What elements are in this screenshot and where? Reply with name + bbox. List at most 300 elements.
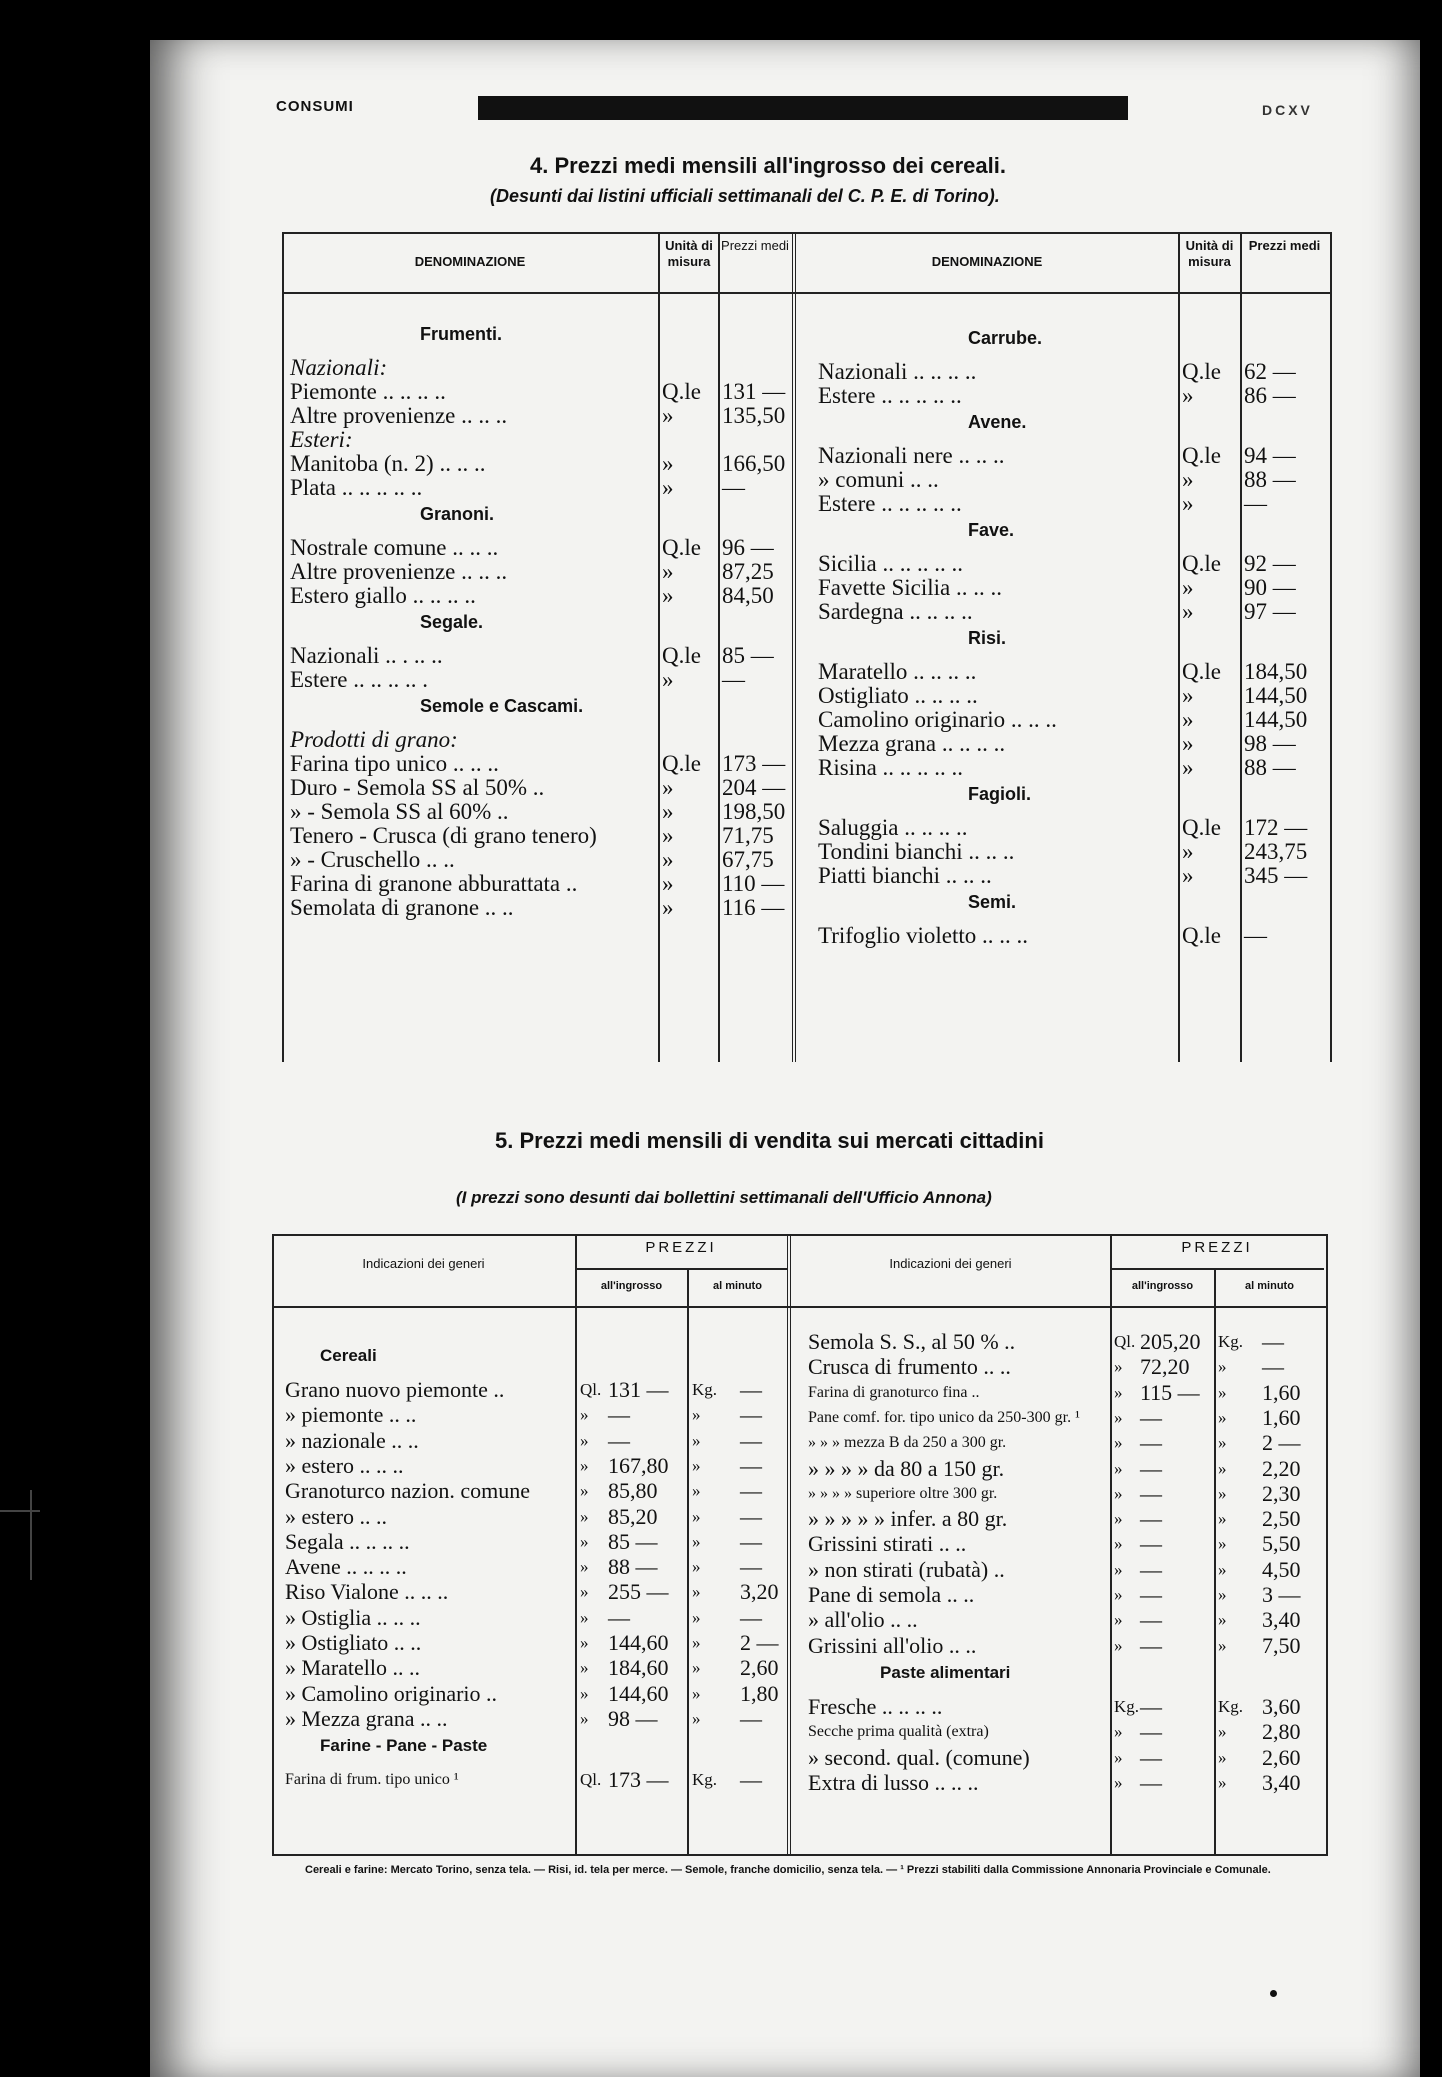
t4-row-price: 166,50 — [722, 451, 786, 476]
t5-col-rule — [687, 1268, 689, 1854]
t5-header-name: Indicazioni dei generi — [362, 1256, 485, 1271]
t4-row-name: Farina di granone abburattata .. — [290, 871, 578, 896]
t5-header-rule — [272, 1306, 1326, 1308]
t5-header-wholesale: all'ingrosso — [600, 1280, 663, 1292]
t5-row-unit: » — [1114, 1407, 1123, 1427]
t5-row-unit: » — [1114, 1357, 1123, 1377]
t4-header-name: DENOMINAZIONE — [414, 254, 526, 269]
t5-col-rule — [1110, 1234, 1112, 1854]
t5-row-retail: 2,50 — [1262, 1506, 1301, 1532]
t5-row-name: Farina di granoturco fina .. — [808, 1383, 980, 1401]
t5-row-retail: — — [740, 1427, 762, 1453]
t5-row-retail: 2 — — [1262, 1430, 1301, 1456]
t5-row-unit: » — [1114, 1458, 1123, 1478]
t4-row-name: » comuni .. .. — [818, 467, 939, 492]
t4-row-price: 184,50 — [1244, 659, 1308, 684]
t4-row-name: Nostrale comune .. .. .. — [290, 535, 499, 560]
t5-row-unit: » — [692, 1658, 701, 1678]
t5-row-unit: Kg. — [692, 1770, 718, 1790]
t5-row-retail: 1,60 — [1262, 1379, 1301, 1405]
t4-row-name: Plata .. .. .. .. .. — [290, 475, 423, 500]
t5-row-name: » nazionale .. .. — [285, 1427, 419, 1453]
t5-row-wholesale: — — [1140, 1531, 1162, 1557]
t5-col-rule — [575, 1234, 577, 1854]
t4-row-unit: » — [1182, 707, 1194, 732]
t5-subheader-rule — [575, 1268, 787, 1270]
t5-row-wholesale: — — [1140, 1582, 1162, 1607]
t5-row-wholesale: 255 — — [608, 1579, 669, 1605]
t5-row-retail: 2,20 — [1262, 1455, 1301, 1481]
t4-row-name: Trifoglio violetto .. .. .. — [818, 923, 1028, 948]
t5-row-unit: » — [580, 1708, 589, 1728]
t5-row-wholesale: 115 — — [1140, 1379, 1200, 1405]
t5-row-retail: 3,40 — [1262, 1769, 1301, 1795]
t5-row-retail: — — [740, 1503, 762, 1529]
t5-row-unit: » — [1114, 1433, 1123, 1453]
t4-row-name: Nazionali nere .. .. .. — [818, 443, 1005, 468]
t5-row-name: Pane comf. for. tipo unico da 250-300 gr. ¹ — [808, 1408, 1080, 1426]
t4-row-name: Sardegna .. .. .. .. — [818, 599, 973, 624]
t5-row-unit: Kg. — [1218, 1332, 1244, 1351]
t4-row-price: 67,75 — [722, 847, 774, 872]
t5-header-name: Indicazioni dei generi — [889, 1256, 1012, 1271]
t5-row-unit: Kg. — [1218, 1696, 1244, 1716]
t4-row-unit: » — [662, 583, 674, 608]
t5-row-unit: » — [692, 1430, 701, 1450]
t5-row-wholesale: 173 — — [608, 1767, 669, 1793]
t5-section-heading: Cereali — [320, 1346, 377, 1365]
table4-header-rule — [282, 292, 1330, 294]
t5-row-unit: Kg. — [692, 1380, 718, 1399]
t4-row-price: 85 — — [722, 643, 774, 668]
t5-row-name: » » » » » infer. a 80 gr. — [808, 1506, 1008, 1532]
t4-row-price: — — [722, 667, 745, 692]
t5-row-name: » Mezza grana .. .. — [285, 1705, 448, 1731]
t4-row-name: Tondini bianchi .. .. .. — [818, 839, 1015, 864]
t4-row-price: 96 — — [722, 535, 774, 560]
t5-row-retail: 1,80 — [740, 1680, 779, 1706]
t5-row-unit: » — [1114, 1382, 1123, 1402]
t5-row-wholesale: — — [608, 1402, 630, 1428]
t4-row-unit: » — [1182, 599, 1194, 624]
t4-row-unit: Q.le — [662, 643, 701, 668]
t4-row-price: 90 — — [1244, 575, 1296, 600]
t5-row-unit: » — [692, 1481, 701, 1501]
t4-section-heading: Frumenti. — [420, 324, 503, 344]
t4-row-unit: » — [662, 667, 674, 692]
t5-middle-rule — [787, 1234, 791, 1854]
t5-row-wholesale: — — [1140, 1480, 1162, 1506]
t4-subsection-heading: Nazionali: — [290, 355, 388, 380]
t5-row-unit: » — [1218, 1585, 1227, 1604]
t5-row-wholesale: — — [1140, 1607, 1162, 1633]
t4-row-price: 71,75 — [722, 823, 774, 848]
t5-row-retail: — — [740, 1452, 762, 1478]
t5-row-unit: Ql. — [580, 1770, 602, 1790]
t5-row-retail: 3,40 — [1262, 1607, 1301, 1633]
t4-row-name: Camolino originario .. .. .. — [818, 707, 1057, 732]
t4-row-price: 345 — — [1244, 863, 1308, 888]
t5-row-name: » piemonte .. .. — [285, 1402, 417, 1428]
t4-row-unit: Q.le — [662, 751, 701, 776]
t4-row-name: » - Cruschello .. .. — [290, 847, 455, 872]
scan-border — [0, 0, 1442, 20]
t4-row-name: Manitoba (n. 2) .. .. .. — [290, 451, 486, 476]
t4-row-price: 88 — — [1244, 467, 1296, 492]
t4-row-name: Piemonte .. .. .. .. — [290, 379, 446, 404]
t5-row-unit: » — [580, 1455, 589, 1475]
t5-row-unit: » — [1218, 1610, 1227, 1630]
t5-row-unit: » — [1114, 1559, 1123, 1579]
t4-row-name: Estere .. .. .. .. .. — [818, 491, 962, 516]
t5-header-wholesale: all'ingrosso — [1131, 1280, 1194, 1292]
t5-row-name: Fresche .. .. .. .. — [808, 1693, 943, 1719]
t5-row-name: » estero .. .. — [285, 1503, 388, 1529]
t5-subheader-rule — [1110, 1268, 1324, 1270]
t5-row-unit: » — [580, 1481, 589, 1501]
t4-header-name: DENOMINAZIONE — [931, 254, 1043, 269]
t5-row-unit: » — [692, 1531, 701, 1551]
t4-row-unit: » — [662, 847, 674, 872]
table4-col-rule — [718, 232, 720, 1062]
t5-row-unit: » — [692, 1708, 701, 1728]
t5-row-wholesale: 144,60 — [608, 1630, 669, 1655]
t5-row-name: Crusca di frumento .. .. — [808, 1354, 1011, 1380]
t4-row-unit: » — [662, 895, 674, 920]
t4-row-name: Estere .. .. .. .. .. — [818, 383, 962, 408]
t4-row-unit: » — [662, 451, 674, 476]
t5-row-wholesale: 85,80 — [608, 1478, 658, 1504]
t5-row-name: » non stirati (rubatà) .. — [808, 1556, 1005, 1582]
t4-row-name: Sicilia .. .. .. .. .. — [818, 551, 964, 576]
t5-row-name: Grissini stirati .. .. — [808, 1531, 967, 1557]
t4-row-price: 94 — — [1244, 443, 1296, 468]
t4-row-price: 86 — — [1244, 383, 1296, 408]
t4-row-price: 97 — — [1244, 599, 1296, 624]
table4-col-rule — [1178, 232, 1180, 1062]
t5-row-unit: » — [1218, 1534, 1227, 1554]
t5-row-name: Secche prima qualità (extra) — [808, 1723, 989, 1741]
t5-row-unit: » — [1114, 1585, 1123, 1604]
t4-row-unit: Q.le — [1182, 815, 1221, 840]
t5-header-prices: PREZZI — [1181, 1239, 1253, 1256]
table4-middle-rule — [792, 232, 796, 1062]
t4-row-unit: » — [662, 475, 674, 500]
t4-row-price: 84,50 — [722, 583, 774, 608]
t4-header-unit: Unità di misura — [665, 238, 713, 269]
t5-row-retail: — — [740, 1767, 762, 1793]
t5-row-wholesale: — — [1140, 1455, 1162, 1481]
t5-row-unit: » — [580, 1557, 589, 1577]
t4-row-unit: » — [662, 775, 674, 800]
t5-row-unit: » — [580, 1658, 589, 1678]
t4-section-heading: Semi. — [968, 892, 1017, 912]
t5-row-wholesale: — — [1140, 1430, 1162, 1456]
t4-row-price: 135,50 — [722, 403, 786, 428]
t4-row-name: Farina tipo unico .. .. .. — [290, 751, 499, 776]
t4-section-heading: Fave. — [968, 520, 1015, 540]
t5-row-unit: » — [1114, 1747, 1123, 1767]
t5-row-wholesale: 88 — — [608, 1554, 658, 1580]
t5-row-unit: » — [1114, 1722, 1123, 1742]
t4-row-price: 62 — — [1244, 359, 1296, 384]
t5-row-unit: » — [692, 1557, 701, 1577]
t5-row-unit: Ql. — [580, 1380, 602, 1399]
t4-row-price: 204 — — [722, 775, 786, 800]
t5-row-retail: — — [740, 1402, 762, 1428]
t5-row-retail: — — [740, 1478, 762, 1504]
t5-row-unit: » — [1114, 1635, 1123, 1655]
t5-row-wholesale: — — [1140, 1719, 1162, 1745]
t4-row-unit: » — [1182, 467, 1194, 492]
t4-row-name: Tenero - Crusca (di grano tenero) — [290, 823, 597, 848]
t5-row-unit: » — [692, 1405, 701, 1425]
t5-row-name: » second. qual. (comune) — [808, 1744, 1030, 1770]
t4-row-unit: » — [662, 823, 674, 848]
t5-row-unit: » — [692, 1607, 701, 1627]
t4-row-unit: » — [1182, 491, 1194, 516]
t5-section-heading: Farine - Pane - Paste — [320, 1736, 488, 1756]
t4-row-unit: » — [662, 403, 674, 428]
t4-row-unit: » — [662, 871, 674, 896]
t5-row-retail: 2,60 — [740, 1655, 779, 1681]
t5-row-name: Granoturco nazion. comune — [285, 1478, 530, 1504]
t5-row-retail: — — [1262, 1329, 1284, 1354]
t5-row-unit: » — [692, 1582, 701, 1602]
t4-row-unit: » — [1182, 731, 1194, 756]
t4-row-unit: Q.le — [1182, 443, 1221, 468]
t5-row-unit: » — [1218, 1559, 1227, 1579]
t4-row-name: Duro - Semola SS al 50% .. — [290, 775, 545, 800]
t4-row-price: 144,50 — [1244, 683, 1308, 708]
t5-row-unit: » — [1218, 1747, 1227, 1767]
t5-row-unit: » — [1218, 1635, 1227, 1655]
t4-row-unit: » — [1182, 383, 1194, 408]
table5-subtitle: (I prezzi sono desunti dai bollettini settimanali dell'Ufficio Annona) — [456, 1188, 992, 1207]
t5-row-unit: » — [1218, 1483, 1227, 1503]
t5-row-wholesale: — — [1140, 1769, 1162, 1795]
t5-row-name: Semola S. S., al 50 % .. — [808, 1329, 1016, 1354]
t5-row-retail: — — [740, 1705, 762, 1731]
t4-row-price: — — [722, 475, 745, 500]
t5-row-unit: » — [692, 1633, 701, 1652]
t4-row-unit: Q.le — [662, 379, 701, 404]
t4-row-price: 98 — — [1244, 731, 1296, 756]
t5-row-unit: Kg. — [1114, 1696, 1140, 1716]
t5-row-wholesale: 72,20 — [1140, 1354, 1190, 1380]
t4-section-heading: Fagioli. — [968, 784, 1031, 804]
t5-header-retail: al minuto — [1245, 1280, 1294, 1292]
t4-row-name: Piatti bianchi .. .. .. — [818, 863, 992, 888]
table5-title: 5. Prezzi medi mensili di vendita sui mercati cittadini — [495, 1128, 1044, 1153]
t4-row-name: Maratello .. .. .. .. — [818, 659, 977, 684]
t5-row-unit: » — [1218, 1433, 1227, 1453]
t4-row-name: Risina .. .. .. .. .. — [818, 755, 964, 780]
t5-row-name: Grano nuovo piemonte .. — [285, 1377, 505, 1402]
t5-row-unit: » — [1114, 1509, 1123, 1529]
t5-header-prices: PREZZI — [645, 1239, 717, 1256]
t5-row-name: » all'olio .. .. — [808, 1607, 918, 1633]
t5-row-name: » estero .. .. .. — [285, 1452, 404, 1478]
t5-row-retail: 4,50 — [1262, 1556, 1301, 1582]
t5-row-retail: — — [740, 1377, 762, 1402]
t5-row-name: Pane di semola .. .. — [808, 1582, 975, 1607]
t5-row-wholesale: — — [608, 1604, 630, 1630]
t5-row-wholesale: — — [1140, 1404, 1162, 1430]
t4-row-price: 92 — — [1244, 551, 1296, 576]
t5-row-wholesale: 167,80 — [608, 1452, 669, 1478]
t5-row-unit: » — [1114, 1772, 1123, 1792]
t5-row-unit: » — [580, 1582, 589, 1602]
t4-row-unit: » — [1182, 839, 1194, 864]
t5-col-rule — [1214, 1268, 1216, 1854]
t4-row-price: 243,75 — [1244, 839, 1308, 864]
t4-row-unit: » — [1182, 575, 1194, 600]
t5-row-unit: » — [1218, 1382, 1227, 1402]
t5-row-wholesale: — — [1140, 1506, 1162, 1532]
t5-row-name: Avene .. .. .. .. — [285, 1554, 407, 1580]
t5-row-retail: 3,60 — [1262, 1693, 1301, 1719]
table4-col-rule — [1240, 232, 1242, 1062]
t4-row-name: Mezza grana .. .. .. .. — [818, 731, 1006, 756]
t5-row-name: Riso Vialone .. .. .. — [285, 1579, 449, 1605]
t5-row-unit: » — [692, 1683, 701, 1703]
t4-row-name: Nazionali .. . .. .. — [290, 643, 443, 668]
t5-row-wholesale: 184,60 — [608, 1655, 669, 1681]
t5-row-unit: » — [580, 1430, 589, 1450]
t5-row-name: Extra di lusso .. .. .. — [808, 1769, 979, 1795]
t5-row-unit: » — [1218, 1722, 1227, 1742]
t4-row-name: Ostigliato .. .. .. .. — [818, 683, 978, 708]
t5-row-wholesale: 85,20 — [608, 1503, 658, 1529]
t4-row-name: Saluggia .. .. .. .. — [818, 815, 968, 840]
t5-row-retail: 2,30 — [1262, 1480, 1301, 1506]
t5-row-wholesale: 131 — — [608, 1377, 669, 1402]
t5-row-retail: — — [740, 1604, 762, 1630]
t4-row-unit: » — [662, 799, 674, 824]
t4-row-name: Estere .. .. .. .. . — [290, 667, 428, 692]
t5-row-retail: 7,50 — [1262, 1632, 1301, 1658]
t5-row-unit: » — [1114, 1483, 1123, 1503]
t4-row-unit: Q.le — [1182, 923, 1221, 948]
t5-row-name: » » » » superiore oltre 300 gr. — [808, 1484, 998, 1502]
t4-section-heading: Avene. — [968, 412, 1027, 432]
t5-row-retail: — — [740, 1554, 762, 1580]
t4-row-price: — — [1244, 491, 1267, 516]
ink-dot — [1270, 1990, 1277, 1997]
t4-section-heading: Segale. — [420, 612, 484, 632]
t4-row-price: 87,25 — [722, 559, 774, 584]
t5-row-wholesale: — — [1140, 1632, 1162, 1658]
t5-row-unit: » — [692, 1506, 701, 1526]
t4-row-unit: » — [1182, 863, 1194, 888]
t5-row-unit: » — [1218, 1357, 1227, 1377]
t4-row-price: 131 — — [722, 379, 786, 404]
t5-row-unit: Ql. — [1114, 1332, 1136, 1351]
t5-row-name: » Camolino originario .. — [285, 1680, 498, 1706]
t5-row-wholesale: 205,20 — [1140, 1329, 1201, 1354]
table4-subtitle: (Desunti dai listini ufficiali settimanali del C. P. E. di Torino). — [490, 186, 1000, 206]
t4-header-price: Prezzi medi — [721, 238, 789, 253]
t5-row-name: Farina di frum. tipo unico ¹ — [285, 1771, 459, 1789]
table4-col-rule — [658, 232, 660, 1062]
t5-row-wholesale: — — [1140, 1556, 1162, 1582]
t5-row-wholesale: — — [1140, 1693, 1162, 1719]
t4-row-name: Nazionali .. .. .. .. — [818, 359, 977, 384]
t5-row-unit: » — [1218, 1772, 1227, 1792]
t4-subsection-heading: Esteri: — [290, 427, 353, 452]
t5-row-name: » Ostiglia .. .. .. — [285, 1604, 421, 1630]
t4-section-heading: Carrube. — [968, 328, 1043, 348]
t5-row-name: » » » » da 80 a 150 gr. — [808, 1455, 1005, 1481]
t5-row-name: » » » mezza B da 250 a 300 gr. — [808, 1434, 1007, 1452]
t5-row-retail: 2,80 — [1262, 1719, 1301, 1745]
t5-row-retail: 2,60 — [1262, 1744, 1301, 1770]
t5-row-unit: » — [1218, 1509, 1227, 1529]
t4-row-price: 173 — — [722, 751, 786, 776]
t5-row-unit: » — [580, 1633, 589, 1652]
t4-row-price: 110 — — [722, 871, 785, 896]
t4-subsection-heading: Prodotti di grano: — [290, 727, 458, 752]
t5-row-unit: » — [580, 1405, 589, 1425]
t4-row-price: 88 — — [1244, 755, 1296, 780]
t4-row-unit: » — [662, 559, 674, 584]
t4-row-unit: Q.le — [1182, 659, 1221, 684]
t5-row-retail: 3 — — [1262, 1582, 1301, 1607]
t5-row-name: » Ostigliato .. .. — [285, 1630, 422, 1655]
t4-row-name: Favette Sicilia .. .. .. — [818, 575, 1002, 600]
t5-row-unit: » — [580, 1531, 589, 1551]
t5-row-unit: » — [580, 1683, 589, 1703]
t4-header-price: Prezzi medi — [1248, 238, 1321, 253]
t5-row-wholesale: 85 — — [608, 1528, 658, 1554]
t5-row-retail: 1,60 — [1262, 1404, 1301, 1430]
t5-row-retail: — — [740, 1528, 762, 1554]
t4-row-name: Semolata di granone .. .. — [290, 895, 514, 920]
t5-row-retail: 2 — — [740, 1630, 779, 1655]
page-number: DCXV — [1262, 102, 1313, 118]
t5-row-name: » Maratello .. .. — [285, 1655, 421, 1681]
t4-header-unit: Unità di misura — [1185, 238, 1234, 269]
t4-row-name: Altre provenienze .. .. .. — [290, 403, 508, 428]
table4-title: 4. Prezzi medi mensili all'ingrosso dei cereali. — [530, 153, 1006, 178]
t5-row-unit: » — [1218, 1458, 1227, 1478]
running-header: CONSUMI — [276, 98, 354, 115]
t4-row-price: 198,50 — [722, 799, 786, 824]
t5-row-wholesale: — — [1140, 1744, 1162, 1770]
t5-row-retail: 3,20 — [740, 1579, 779, 1605]
t5-row-wholesale: 98 — — [608, 1705, 658, 1731]
t5-row-unit: » — [580, 1607, 589, 1627]
t5-header-retail: al minuto — [713, 1280, 762, 1292]
footnote: Cereali e farine: Mercato Torino, senza tela. — Risi, id. tela per merce. — Semole, franche domicilio, senza tela. — ¹ Prezzi stabiliti dalla Commissione Annonaria Provinciale e Comunale. — [305, 1864, 1271, 1876]
t5-row-unit: » — [1218, 1407, 1227, 1427]
t4-section-heading: Risi. — [968, 628, 1007, 648]
t5-row-wholesale: — — [608, 1427, 630, 1453]
t5-row-wholesale: 144,60 — [608, 1680, 669, 1706]
margin-mark — [0, 1510, 40, 1512]
t4-row-unit: Q.le — [1182, 551, 1221, 576]
t4-row-price: — — [1244, 923, 1267, 948]
t4-section-heading: Semole e Cascami. — [420, 696, 584, 716]
t5-row-retail: 5,50 — [1262, 1531, 1301, 1557]
t5-row-unit: » — [1114, 1534, 1123, 1554]
t5-row-unit: » — [580, 1506, 589, 1526]
t5-row-name: Grissini all'olio .. .. — [808, 1632, 977, 1658]
t5-section-heading: Paste alimentari — [880, 1662, 1011, 1682]
t4-row-price: 144,50 — [1244, 707, 1308, 732]
t5-row-unit: » — [1114, 1610, 1123, 1630]
